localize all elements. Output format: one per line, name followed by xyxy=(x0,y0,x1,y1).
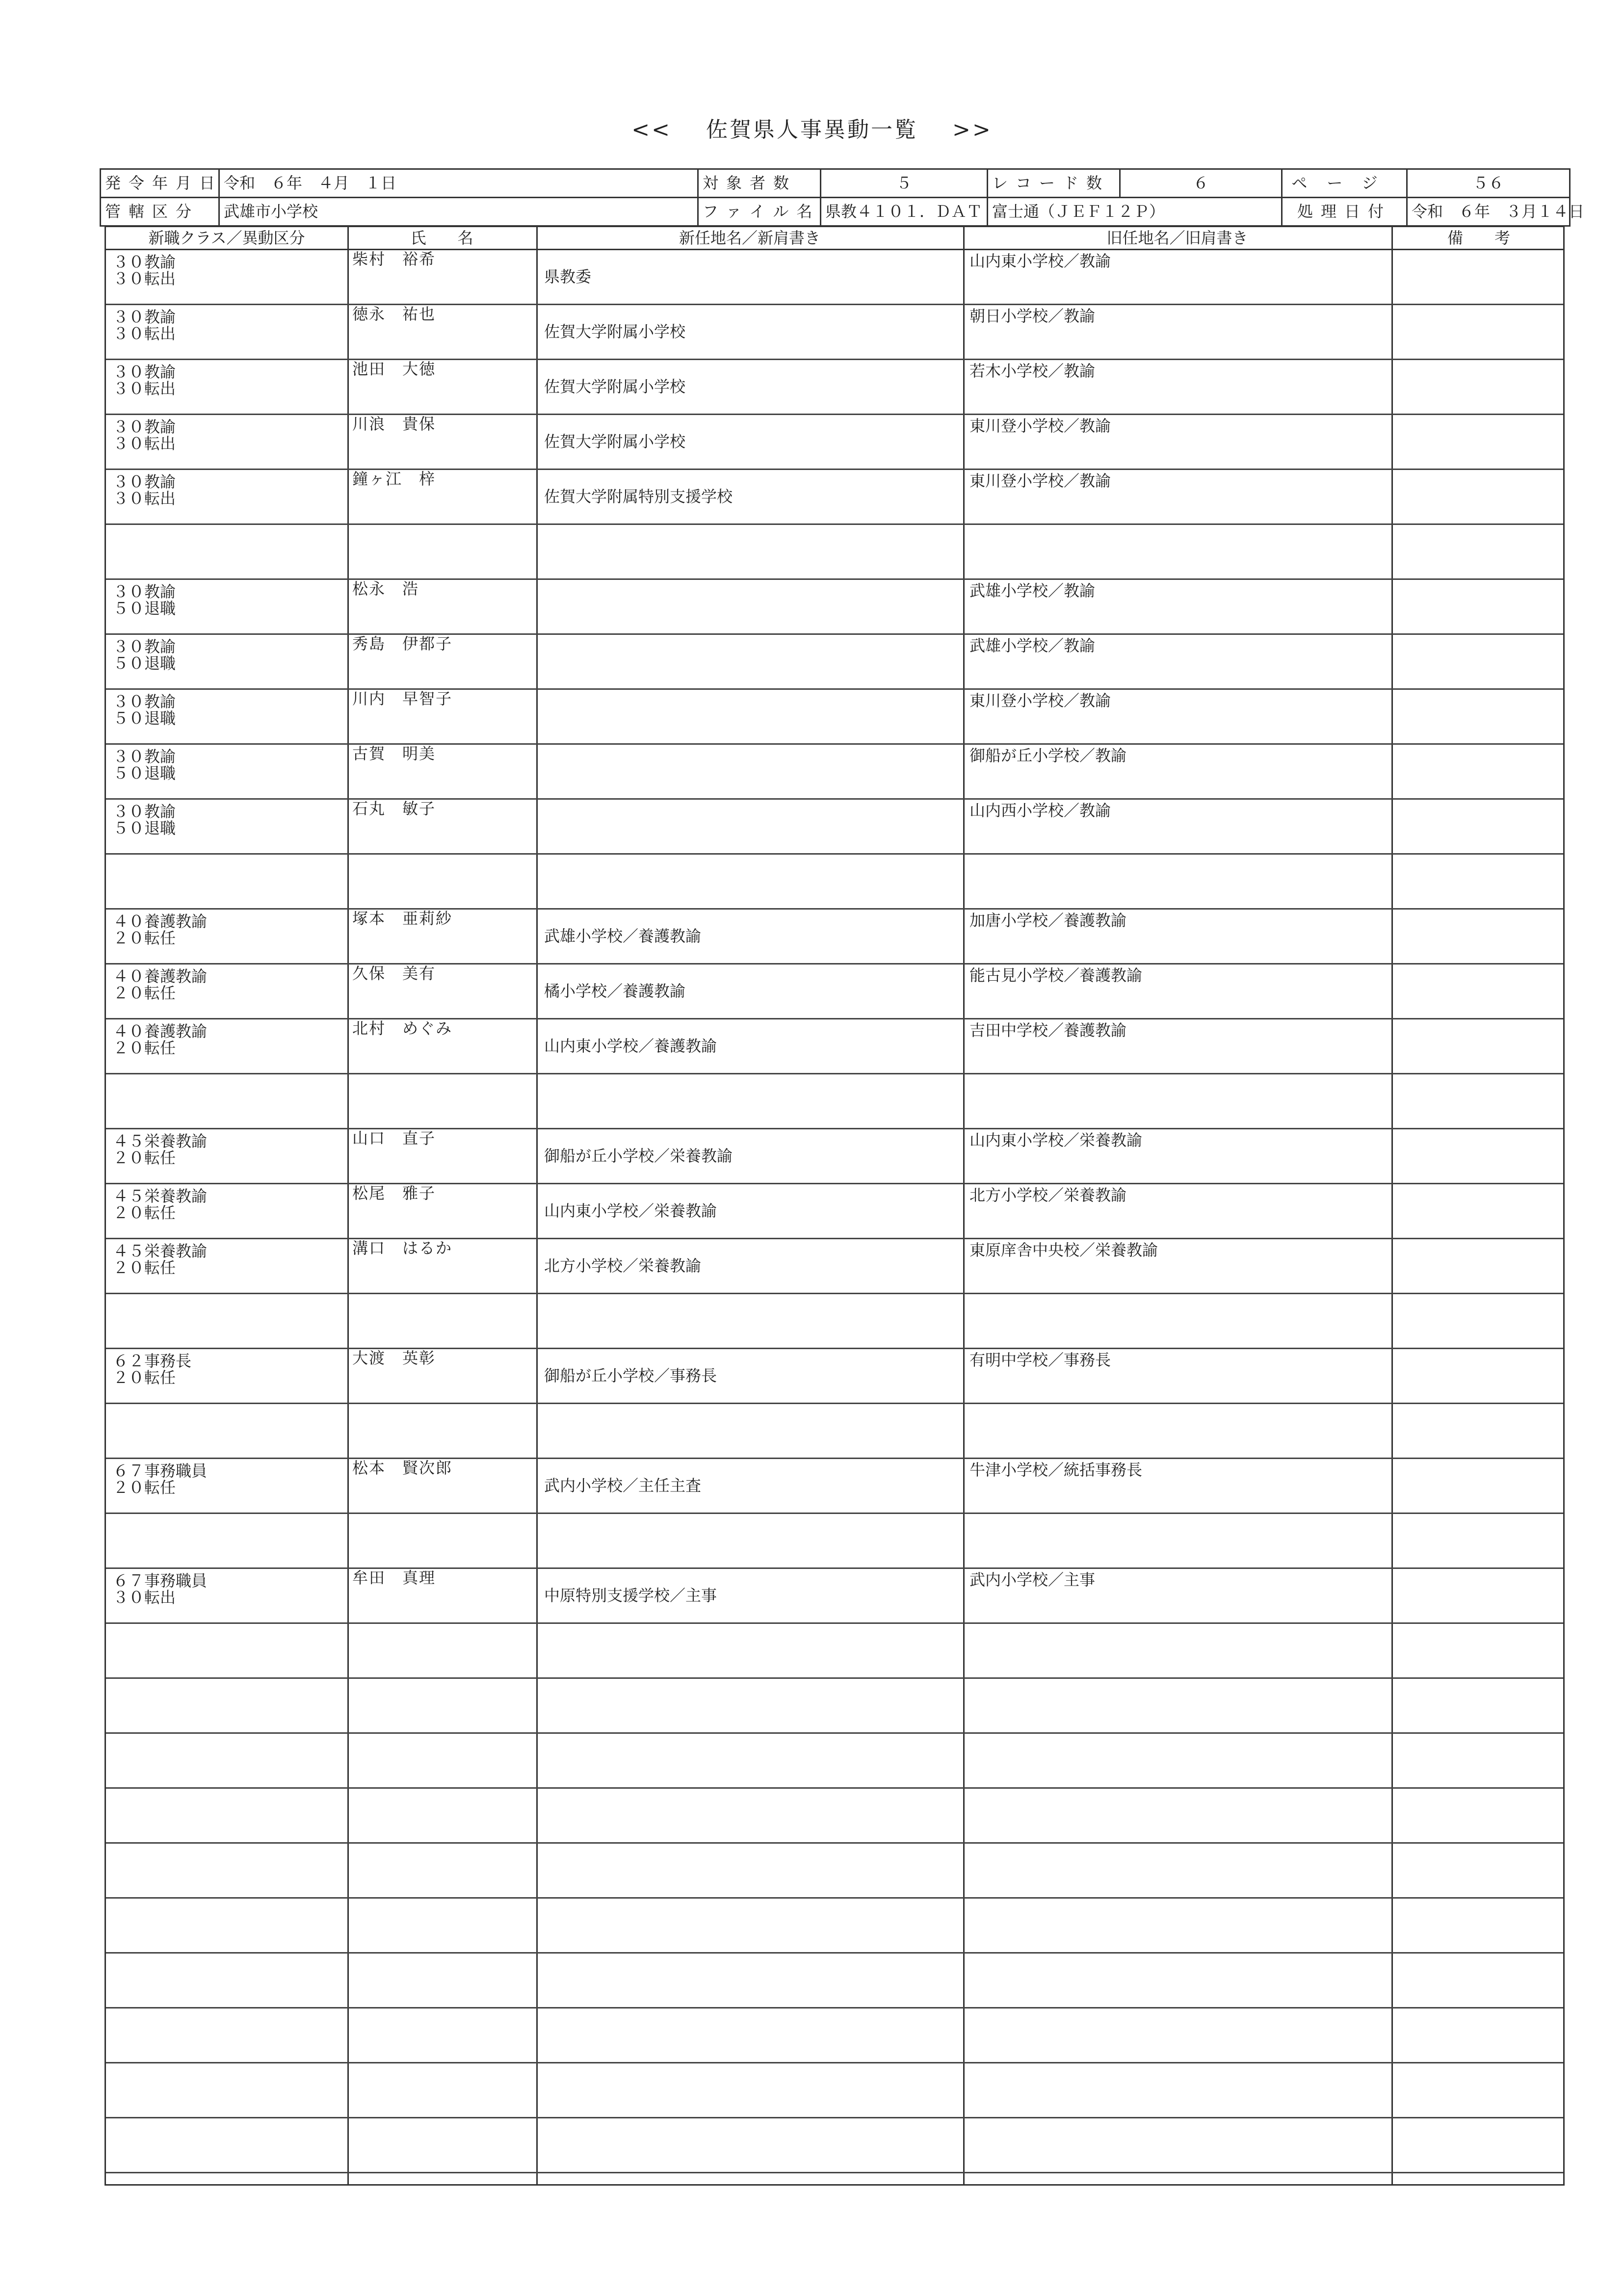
transfer-type: ３０転出 xyxy=(113,434,176,453)
person-name: 松尾 雅子 xyxy=(352,1184,436,1202)
target-count-value: ５ xyxy=(821,170,988,197)
transfer-type: ２０転任 xyxy=(113,1368,176,1387)
issue-date-value: 令和 ６年 ４月 １日 xyxy=(220,170,699,197)
table-row xyxy=(106,853,1563,910)
table-row xyxy=(106,359,1563,415)
person-name: 松本 賢次郎 xyxy=(352,1459,453,1477)
person-name: 柴村 裕希 xyxy=(352,250,436,268)
column-header-new: 新任地名／新肩書き xyxy=(679,229,820,247)
position-class-cell xyxy=(113,583,176,617)
person-name: 古賀 明美 xyxy=(352,744,436,763)
page-value: ５６ xyxy=(1408,170,1571,197)
position-class: ３０教諭 xyxy=(113,253,176,271)
table-row xyxy=(106,1403,1563,1459)
old-post: 加唐小学校／養護教諭 xyxy=(969,911,1127,930)
old-post: 有明中学校／事務長 xyxy=(969,1351,1111,1369)
position-class: ６２事務長 xyxy=(113,1352,192,1370)
position-class-cell xyxy=(113,473,176,507)
position-class-cell xyxy=(113,1243,207,1276)
person-name: 川内 早智子 xyxy=(352,689,453,708)
old-post: 能古見小学校／養護教諭 xyxy=(969,966,1143,985)
title-text: 佐賀県人事異動一覧 xyxy=(706,117,918,142)
table-row xyxy=(106,2007,1563,2063)
header-row-1 xyxy=(100,168,1571,198)
position-class-cell xyxy=(113,1133,207,1166)
table-row xyxy=(106,1128,1563,1184)
transfer-type: ３０転出 xyxy=(113,379,176,398)
transfer-type: ３０転出 xyxy=(113,1588,176,1607)
old-post: 北方小学校／栄養教諭 xyxy=(969,1186,1127,1204)
table-row xyxy=(106,798,1563,855)
position-class: ３０教諭 xyxy=(113,802,176,821)
position-class-cell xyxy=(113,1572,207,1606)
position-class: ３０教諭 xyxy=(113,417,176,436)
position-class: ４５栄養教諭 xyxy=(113,1187,208,1205)
position-class-cell xyxy=(113,913,207,946)
position-class-cell xyxy=(113,638,176,672)
table-row xyxy=(106,1458,1563,1514)
position-class-cell xyxy=(113,364,176,397)
position-class-cell xyxy=(113,418,176,452)
column-header-row xyxy=(106,227,1563,250)
jurisdiction-value: 武雄市小学校 xyxy=(220,198,699,225)
position-class-cell xyxy=(113,1353,191,1386)
process-date-value: 令和 ６年 ３月１４日 xyxy=(1408,198,1571,225)
position-class: ４０養護教諭 xyxy=(113,912,208,931)
old-post: 朝日小学校／教諭 xyxy=(969,307,1096,325)
process-date-label: 処理日付 xyxy=(1283,198,1408,225)
old-post: 東川登小学校／教諭 xyxy=(969,417,1111,435)
new-post: 橘小学校／養護教諭 xyxy=(544,982,686,1000)
person-name: 牟田 真理 xyxy=(352,1568,436,1587)
old-post: 牛津小学校／統括事務長 xyxy=(969,1461,1143,1479)
transfer-type: ２０転任 xyxy=(113,1258,176,1277)
new-post: 山内東小学校／養護教諭 xyxy=(544,1037,717,1055)
person-name: 川浪 貴保 xyxy=(352,415,436,433)
position-class-cell xyxy=(113,1462,207,1496)
table-row xyxy=(106,688,1563,745)
table-row xyxy=(106,1348,1563,1404)
table-row xyxy=(106,2062,1563,2118)
table-row xyxy=(106,1622,1563,1679)
new-post: 中原特別支援学校／主事 xyxy=(544,1586,717,1605)
transfer-type: ５０退職 xyxy=(113,764,176,783)
table-row xyxy=(106,1183,1563,1239)
table-row xyxy=(106,469,1563,525)
page-label: ページ xyxy=(1283,170,1408,197)
column-header-class: 新職クラス／異動区分 xyxy=(148,229,305,247)
new-post: 御船が丘小学校／事務長 xyxy=(544,1366,717,1385)
person-name: 池田 大徳 xyxy=(352,360,436,378)
position-class: ３０教諭 xyxy=(113,582,176,601)
transfer-type: ５０退職 xyxy=(113,819,176,837)
file-name-value: 県教４１０１．ＤＡＴ xyxy=(821,198,988,225)
table-row xyxy=(106,1567,1563,1624)
table-row xyxy=(106,2117,1563,2173)
transfer-type: ２０転任 xyxy=(113,1478,176,1497)
person-name: 北村 めぐみ xyxy=(352,1019,453,1038)
position-class: ４５栄養教諭 xyxy=(113,1242,208,1260)
transfer-type: ５０退職 xyxy=(113,654,176,673)
record-count-value: ６ xyxy=(1121,170,1283,197)
new-post: 県教委 xyxy=(544,267,592,286)
person-name: 鐘ヶ江 梓 xyxy=(352,470,436,488)
person-name: 大渡 英彰 xyxy=(352,1349,436,1367)
position-class: ６７事務職員 xyxy=(113,1571,208,1590)
table-row xyxy=(106,743,1563,800)
old-post: 山内東小学校／栄養教諭 xyxy=(969,1131,1143,1149)
title-right-bracket: >> xyxy=(952,117,993,142)
position-class: ４０養護教諭 xyxy=(113,967,208,986)
person-name: 石丸 敏子 xyxy=(352,799,436,818)
position-class-cell xyxy=(113,1188,207,1221)
transfer-type: ２０転任 xyxy=(113,929,176,947)
table-row xyxy=(106,1952,1563,2009)
position-class-cell xyxy=(113,1023,207,1056)
column-header-name: 氏 名 xyxy=(410,229,473,247)
table-row xyxy=(106,304,1563,360)
jurisdiction-label: 管轄区分 xyxy=(100,198,220,225)
new-post: 佐賀大学附属小学校 xyxy=(544,377,686,396)
old-post: 東川登小学校／教諭 xyxy=(969,691,1111,710)
position-class: ３０教諭 xyxy=(113,363,176,381)
person-name: 溝口 はるか xyxy=(352,1239,453,1257)
table-row xyxy=(106,414,1563,470)
position-class: ３０教諭 xyxy=(113,637,176,656)
table-row xyxy=(106,578,1563,635)
person-name: 徳永 祐也 xyxy=(352,305,436,323)
transfer-type: ２０転任 xyxy=(113,984,176,1002)
table-row xyxy=(106,1732,1563,1789)
new-post: 北方小学校／栄養教諭 xyxy=(544,1256,702,1275)
system-value: 富士通（ＪＥＦ１２Ｐ） xyxy=(988,198,1283,225)
position-class-cell xyxy=(113,748,176,782)
table-row xyxy=(106,1513,1563,1569)
new-post: 武内小学校／主任主査 xyxy=(544,1476,702,1495)
old-post: 東原庠舎中央校／栄養教諭 xyxy=(969,1241,1158,1259)
person-name: 塚本 亜莉紗 xyxy=(352,909,453,928)
file-name-label: ファイル名 xyxy=(699,198,821,225)
position-class: ４５栄養教諭 xyxy=(113,1132,208,1150)
position-class-cell xyxy=(113,309,176,342)
transfer-type: ２０転任 xyxy=(113,1039,176,1057)
new-post: 山内東小学校／栄養教諭 xyxy=(544,1201,717,1220)
target-count-label: 対象者数 xyxy=(699,170,821,197)
position-class: ４０養護教諭 xyxy=(113,1022,208,1041)
old-post: 東川登小学校／教諭 xyxy=(969,471,1111,490)
transfer-type: ３０転出 xyxy=(113,269,176,288)
table-row xyxy=(106,963,1563,1019)
transfer-type: ５０退職 xyxy=(113,599,176,618)
personnel-table xyxy=(105,226,1565,2186)
header-row-2 xyxy=(100,198,1585,227)
header-block xyxy=(100,168,1585,227)
table-row xyxy=(106,249,1563,305)
table-row xyxy=(106,1897,1563,1954)
person-name: 久保 美有 xyxy=(352,964,436,983)
position-class: ３０教諭 xyxy=(113,692,176,711)
table-row xyxy=(106,633,1563,690)
title-left-bracket: << xyxy=(631,117,672,142)
table-row xyxy=(106,1073,1563,1129)
transfer-type: ２０転任 xyxy=(113,1203,176,1222)
person-name: 山口 直子 xyxy=(352,1129,436,1148)
transfer-type: ３０転出 xyxy=(113,489,176,508)
table-row xyxy=(106,1293,1563,1349)
position-class-cell xyxy=(113,803,176,836)
old-post: 山内西小学校／教諭 xyxy=(969,801,1111,820)
table-row xyxy=(106,1677,1563,1734)
old-post: 吉田中学校／養護教諭 xyxy=(969,1021,1127,1040)
table-row xyxy=(106,908,1563,965)
new-post: 佐賀大学附属小学校 xyxy=(544,432,686,451)
position-class-cell xyxy=(113,254,176,287)
column-header-old: 旧任地名／旧肩書き xyxy=(1106,229,1248,247)
position-class-cell xyxy=(113,693,176,727)
person-name: 秀島 伊都子 xyxy=(352,634,453,653)
new-post: 佐賀大学附属特別支援学校 xyxy=(544,487,733,506)
old-post: 御船が丘小学校／教諭 xyxy=(969,746,1127,765)
position-class: ３０教諭 xyxy=(113,472,176,491)
position-class-cell xyxy=(113,968,207,1001)
position-class: ６７事務職員 xyxy=(113,1461,208,1480)
table-row xyxy=(106,1238,1563,1294)
transfer-type: ５０退職 xyxy=(113,709,176,728)
document-title xyxy=(0,112,1624,143)
table-row xyxy=(106,523,1563,580)
person-name: 松永 浩 xyxy=(352,579,419,598)
position-class: ３０教諭 xyxy=(113,747,176,766)
new-post: 御船が丘小学校／栄養教諭 xyxy=(544,1147,733,1165)
transfer-type: ２０転任 xyxy=(113,1148,176,1167)
old-post: 武雄小学校／教諭 xyxy=(969,581,1096,600)
new-post: 佐賀大学附属小学校 xyxy=(544,322,686,341)
table-row xyxy=(106,1842,1563,1899)
column-header-note: 備 考 xyxy=(1447,229,1510,247)
table-row xyxy=(106,1787,1563,1844)
issue-date-label: 発令年月日 xyxy=(100,170,220,197)
old-post: 山内東小学校／教諭 xyxy=(969,252,1111,270)
record-count-label: レコード数 xyxy=(988,170,1121,197)
old-post: 武内小学校／主事 xyxy=(969,1570,1096,1589)
new-post: 武雄小学校／養護教諭 xyxy=(544,927,702,945)
transfer-type: ３０転出 xyxy=(113,324,176,343)
table-row xyxy=(106,1018,1563,1074)
old-post: 若木小学校／教諭 xyxy=(969,362,1096,380)
old-post: 武雄小学校／教諭 xyxy=(969,636,1096,655)
position-class: ３０教諭 xyxy=(113,308,176,326)
